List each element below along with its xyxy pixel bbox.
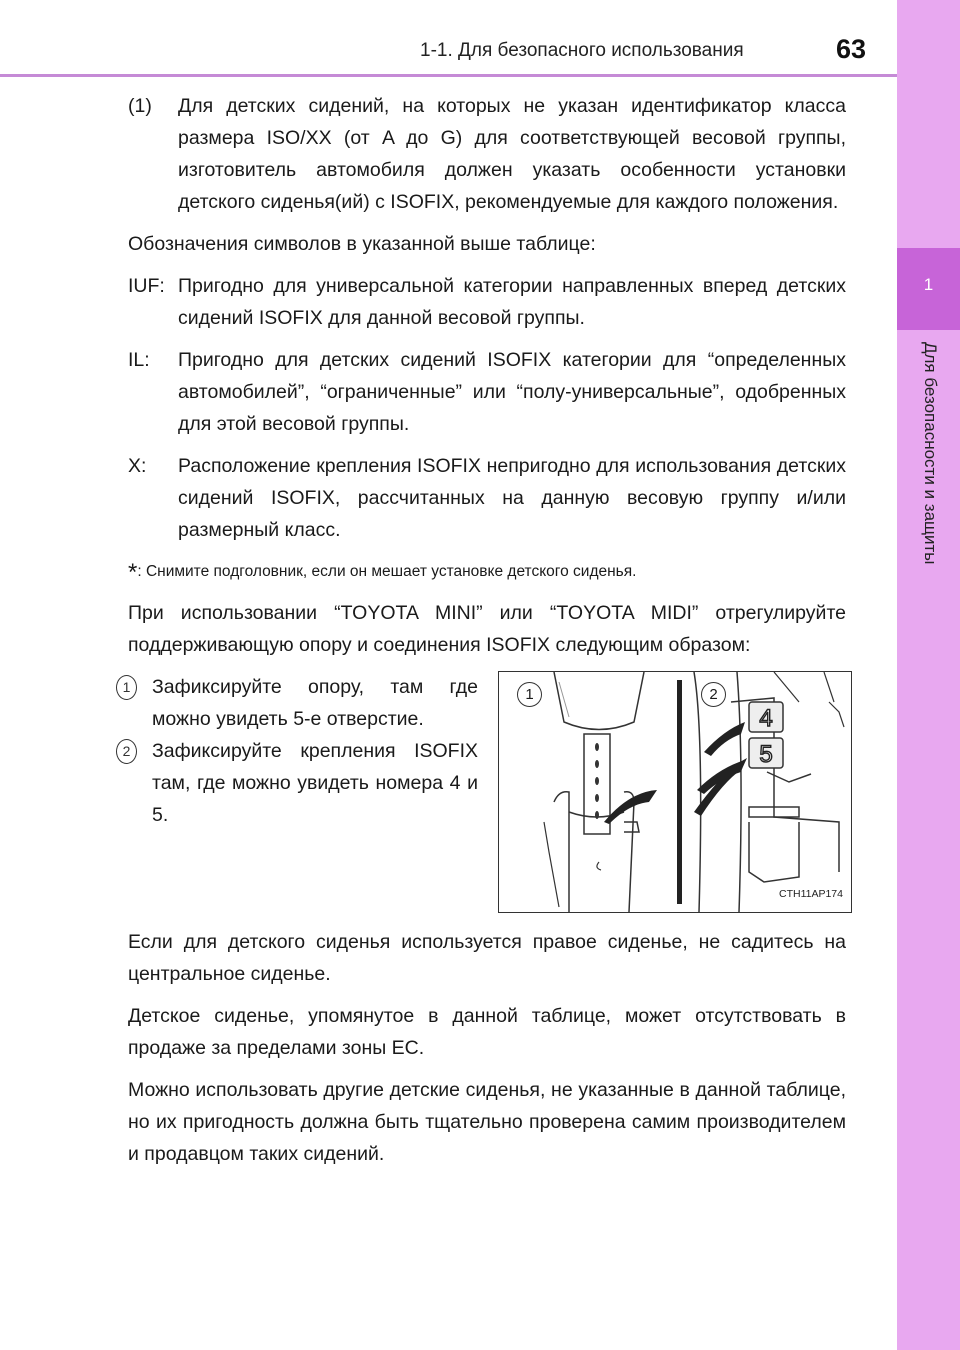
section-title: 1-1. Для безопасного использования — [420, 40, 744, 61]
figure-code: CTH11AP174 — [778, 888, 843, 900]
legend-label: X: — [128, 455, 147, 477]
isofix-drawing — [499, 672, 851, 912]
legend-label: IL: — [128, 349, 150, 371]
note-label: (1) — [128, 95, 152, 117]
label-number-4: 4 — [759, 705, 773, 732]
page-number: 63 — [836, 34, 867, 64]
step-text: Зафиксируйте опору, там где можно увидеть 5-е отверстие. — [152, 676, 478, 730]
chapter-tab-title: Для безопасности и защиты — [921, 342, 940, 565]
note-1 — [128, 90, 846, 218]
figure-marker-1: 1 — [517, 682, 542, 707]
step-number: 2 — [116, 739, 137, 764]
steps-with-figure — [122, 671, 846, 916]
legend-text: Пригодно для детских сидений ISOFIX категории для “определенных автомобилей”, “ограниченные” или “полу-универсальные”, одобренных для этой весовой группы. — [178, 349, 846, 435]
header-divider — [0, 74, 897, 77]
footnote-mark: * — [128, 559, 138, 586]
paragraph-right-seat: Если для детского сиденья используется правое сиденье, не садитесь на центральное сиденье. — [128, 931, 846, 985]
isofix-illustration — [498, 671, 852, 913]
legend-item-iuf — [128, 270, 846, 334]
legend-intro: Обозначения символов в указанной выше таблице: — [128, 233, 596, 255]
paragraph-availability: Детское сиденье, упомянутое в данной таблице, может отсутствовать в продаже за пределами зоны ЕС. — [128, 1005, 846, 1059]
page-content — [122, 90, 846, 1180]
legend-item-il — [128, 344, 846, 440]
legend-item-x — [128, 450, 846, 546]
step-2 — [122, 735, 478, 831]
legend-label: IUF: — [128, 275, 165, 297]
step-text: Зафиксируйте крепления ISOFIX там, где можно увидеть номера 4 и 5. — [152, 740, 478, 826]
legend-text: Пригодно для универсальной категории направленных вперед детских сидений ISOFIX для данной весовой группы. — [178, 275, 846, 329]
step-1 — [122, 671, 478, 735]
footnote — [128, 556, 846, 589]
note-text: Для детских сидений, на которых не указан идентификатор класса размера ISO/XX (от A до G) для соответствующей весовой группы, изготовитель автомобиля должен указать особенности установки детского сиденья(ий) с ISOFIX, рекомендуемые для каждого положения. — [178, 95, 846, 213]
label-number-5: 5 — [759, 741, 773, 768]
figure-marker-2: 2 — [701, 682, 726, 707]
step-number: 1 — [116, 675, 137, 700]
chapter-tab-number: 1 — [923, 275, 934, 294]
paragraph-other-seats: Можно использовать другие детские сиденья, не указанные в данной таблице, но их пригодность должна быть тщательно проверена самим производителем и продавцом таких сидений. — [128, 1079, 846, 1165]
footnote-text: : Снимите подголовник, если он мешает установке детского сиденья. — [137, 563, 637, 580]
instruction-intro: При использовании “TOYOTA MINI” или “TOYOTA MIDI” отрегулируйте поддерживающую опору и соединения ISOFIX следующим образом: — [128, 602, 846, 656]
legend-text: Расположение крепления ISOFIX непригодно для использования детских сидений ISOFIX, рассчитанных на данную весовую группу и/или размерный класс. — [178, 455, 846, 541]
